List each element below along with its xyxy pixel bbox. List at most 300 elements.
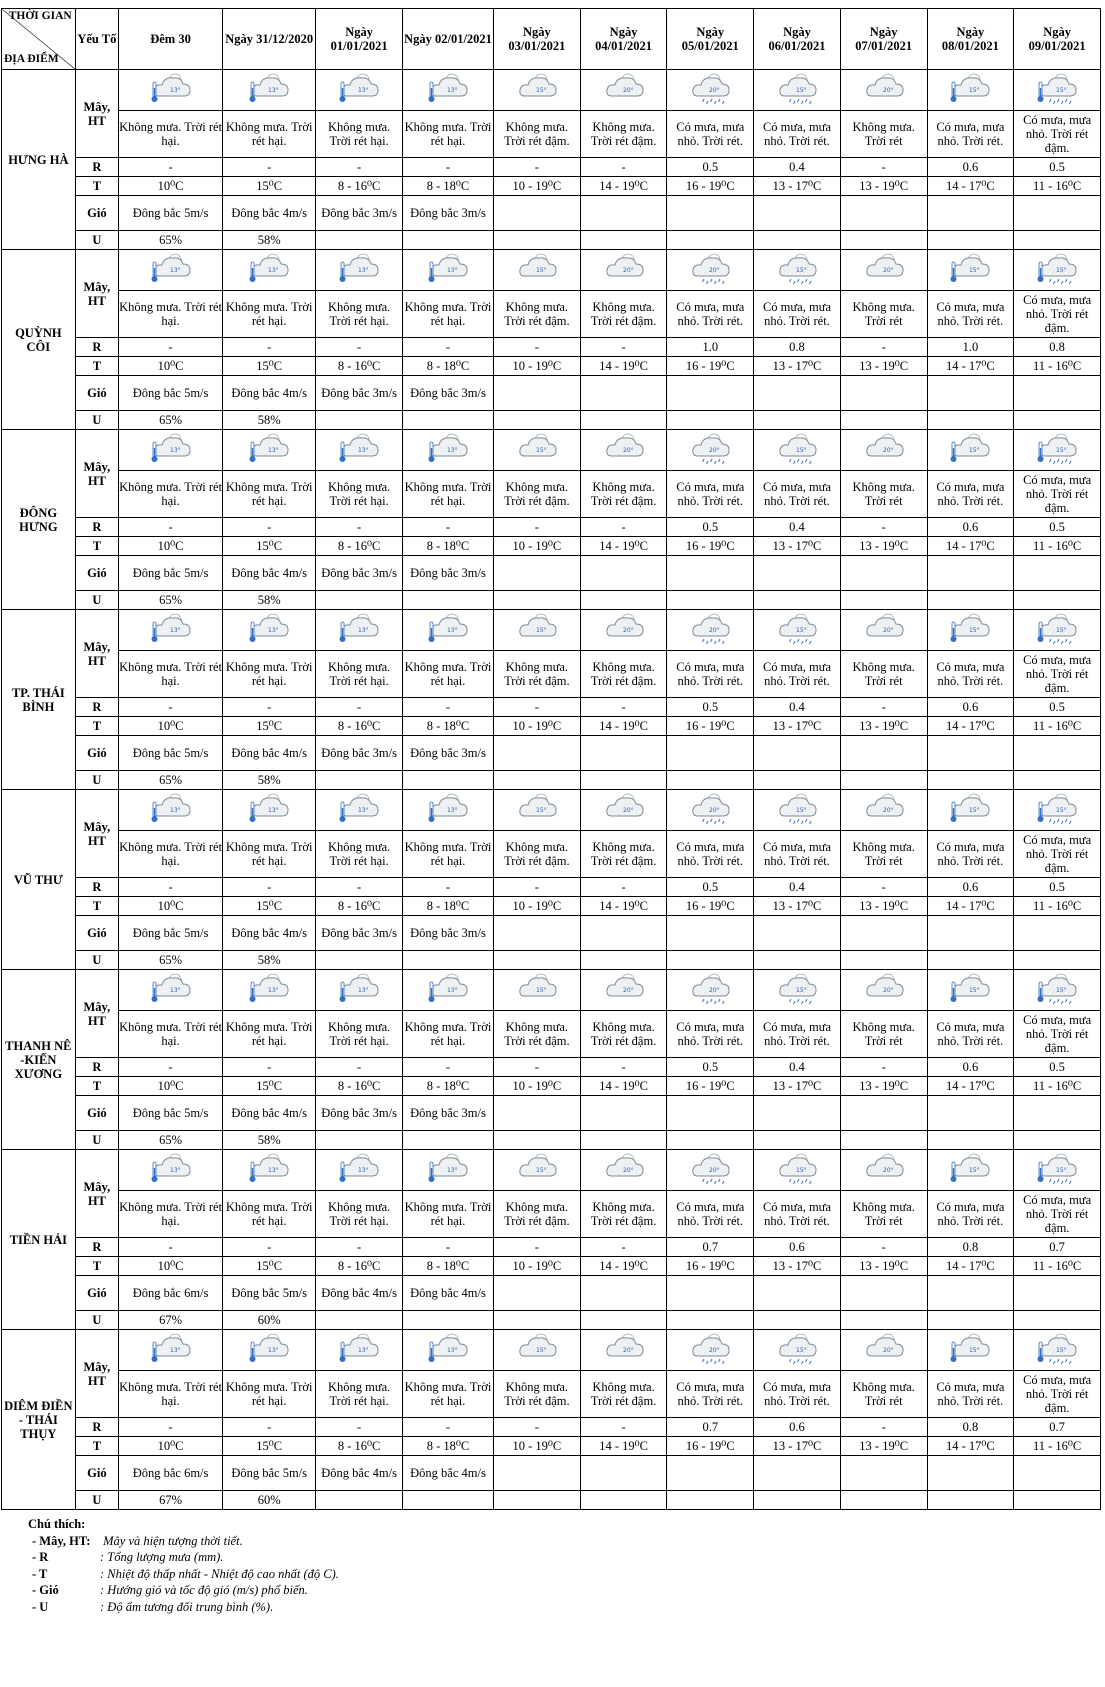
cold-rain-15-icon — [1035, 1152, 1079, 1189]
weather-description: Không mưa. Trời rét hại. — [402, 831, 493, 878]
rain-value: 0.4 — [754, 878, 841, 897]
humidity-value — [494, 231, 581, 250]
humidity-value — [1014, 1131, 1101, 1150]
weather-icon-cell — [927, 610, 1014, 651]
wind-value — [580, 1096, 667, 1131]
svg-text:13°: 13° — [447, 266, 458, 274]
wind-value — [927, 376, 1014, 411]
weather-description: Có mưa, mưa nhỏ. Trời rét. — [667, 291, 754, 338]
temperature-value: 10⁰C — [119, 897, 223, 916]
legend-key: - R — [32, 1550, 49, 1564]
table-row — [2, 196, 1101, 231]
weather-icon-cell — [316, 1330, 403, 1371]
wind-value — [667, 916, 754, 951]
humidity-value — [754, 1311, 841, 1330]
rain-value: 0.5 — [1014, 518, 1101, 537]
weather-icon-cell — [223, 610, 316, 651]
temperature-value: 14 - 19⁰C — [580, 537, 667, 556]
rain-value: - — [119, 878, 223, 897]
weather-icon-cell — [667, 70, 754, 111]
humidity-value — [1014, 591, 1101, 610]
wind-value: Đông bắc 3m/s — [402, 376, 493, 411]
temperature-value: 15⁰C — [223, 717, 316, 736]
table-row — [2, 951, 1101, 970]
temperature-value: 8 - 18⁰C — [402, 537, 493, 556]
svg-text:13°: 13° — [169, 1346, 181, 1354]
factor-label-wind: Gió — [75, 1096, 118, 1131]
rain-value: 0.6 — [754, 1238, 841, 1257]
temperature-value: 8 - 16⁰C — [316, 1437, 403, 1456]
weather-description: Không mưa. Trời rét đậm. — [494, 291, 581, 338]
svg-text:20°: 20° — [882, 806, 894, 814]
weather-description: Có mưa, mưa nhỏ. Trời rét. — [927, 1191, 1014, 1238]
svg-text:13°: 13° — [268, 1346, 279, 1354]
weather-icon-cell — [1014, 970, 1101, 1011]
table-row — [2, 878, 1101, 897]
svg-text:15°: 15° — [969, 626, 981, 634]
humidity-value — [840, 231, 927, 250]
rain-value: - — [402, 878, 493, 897]
wind-value: Đông bắc 4m/s — [223, 196, 316, 231]
weather-icon-cell — [316, 610, 403, 651]
humidity-value — [927, 1491, 1014, 1510]
table-row — [2, 1311, 1101, 1330]
humidity-value — [1014, 411, 1101, 430]
table-row — [2, 1276, 1101, 1311]
humidity-value — [754, 591, 841, 610]
weather-description: Có mưa, mưa nhỏ. Trời rét. — [927, 1371, 1014, 1418]
weather-description: Có mưa, mưa nhỏ. Trời rét. — [667, 111, 754, 158]
table-row — [2, 1330, 1101, 1371]
weather-description: Có mưa, mưa nhỏ. Trời rét. — [927, 1011, 1014, 1058]
rain-value: 0.5 — [1014, 698, 1101, 717]
wind-value — [667, 376, 754, 411]
rain-value: 0.5 — [1014, 1058, 1101, 1077]
temperature-value: 16 - 19⁰C — [667, 1077, 754, 1096]
legend-text: : Nhiệt độ thấp nhất - Nhiệt độ cao nhất (độ C). — [100, 1566, 339, 1581]
weather-icon-cell — [494, 790, 581, 831]
humidity-value — [402, 411, 493, 430]
rain-value: - — [580, 1058, 667, 1077]
table-row — [2, 970, 1101, 1011]
wind-value: Đông bắc 3m/s — [316, 736, 403, 771]
factor-label-sky: Mây, HT — [75, 1330, 118, 1418]
wind-value — [840, 376, 927, 411]
table-row — [2, 1491, 1101, 1510]
weather-description: Không mưa. Trời rét hại. — [316, 471, 403, 518]
humidity-value — [927, 951, 1014, 970]
humidity-value: 58% — [223, 771, 316, 790]
rain-value: - — [316, 158, 403, 177]
wind-value — [754, 196, 841, 231]
cold-cloud-15-icon — [948, 252, 992, 289]
weather-icon-cell — [119, 610, 223, 651]
humidity-value — [667, 1311, 754, 1330]
temperature-value: 14 - 17⁰C — [927, 717, 1014, 736]
wind-value — [1014, 556, 1101, 591]
temperature-value: 14 - 19⁰C — [580, 1077, 667, 1096]
humidity-value — [667, 1131, 754, 1150]
svg-text:13°: 13° — [268, 1166, 279, 1174]
temperature-value: 16 - 19⁰C — [667, 1437, 754, 1456]
svg-text:15°: 15° — [1056, 86, 1067, 94]
wind-value — [667, 196, 754, 231]
humidity-value — [402, 1131, 493, 1150]
wind-value — [667, 1096, 754, 1131]
weather-description: Có mưa, mưa nhỏ. Trời rét. — [667, 651, 754, 698]
cold-cloud-13-icon — [149, 972, 193, 1009]
svg-text:15°: 15° — [795, 986, 807, 994]
rain-value: - — [223, 1238, 316, 1257]
table-row — [2, 916, 1101, 951]
cloud-15-icon — [515, 612, 559, 649]
svg-text:13°: 13° — [169, 1166, 181, 1174]
humidity-value: 58% — [223, 951, 316, 970]
wind-value — [840, 1096, 927, 1131]
weather-description: Có mưa, mưa nhỏ. Trời rét. — [754, 471, 841, 518]
weather-icon-cell — [667, 430, 754, 471]
rain-value: - — [119, 1238, 223, 1257]
rain-value: - — [494, 1418, 581, 1437]
temperature-value: 13 - 17⁰C — [754, 1437, 841, 1456]
table-row — [2, 610, 1101, 651]
cloud-20-icon — [862, 432, 906, 469]
temperature-value: 14 - 19⁰C — [580, 897, 667, 916]
weather-description: Có mưa, mưa nhỏ. Trời rét. — [754, 1191, 841, 1238]
humidity-value — [927, 591, 1014, 610]
weather-description: Không mưa. Trời rét hại. — [119, 1371, 223, 1418]
cold-cloud-13-icon — [337, 432, 381, 469]
svg-text:15°: 15° — [969, 1346, 981, 1354]
cloud-20-icon — [602, 792, 646, 829]
factor-label-wind: Gió — [75, 376, 118, 411]
humidity-value — [1014, 1311, 1101, 1330]
humidity-value — [927, 411, 1014, 430]
svg-text:15°: 15° — [1056, 986, 1067, 994]
wind-value — [840, 1456, 927, 1491]
rain-value: - — [840, 878, 927, 897]
rain-value: - — [494, 698, 581, 717]
table-row — [2, 376, 1101, 411]
temperature-value: 11 - 16⁰C — [1014, 717, 1101, 736]
svg-text:15°: 15° — [535, 986, 547, 994]
cold-cloud-13-icon — [247, 432, 291, 469]
humidity-value — [667, 411, 754, 430]
svg-text:15°: 15° — [795, 446, 807, 454]
table-row — [2, 1191, 1101, 1238]
weather-icon-cell — [316, 70, 403, 111]
weather-description: Không mưa. Trời rét đậm. — [494, 1371, 581, 1418]
humidity-value — [840, 1311, 927, 1330]
humidity-value — [754, 951, 841, 970]
legend-item — [28, 1549, 1105, 1566]
column-header: Đêm 30 — [119, 9, 223, 70]
wind-value: Đông bắc 4m/s — [223, 376, 316, 411]
temperature-value: 11 - 16⁰C — [1014, 1077, 1101, 1096]
temperature-value: 8 - 18⁰C — [402, 1077, 493, 1096]
humidity-value — [754, 231, 841, 250]
svg-text:15°: 15° — [1056, 266, 1067, 274]
temperature-value: 13 - 19⁰C — [840, 1437, 927, 1456]
svg-text:15°: 15° — [535, 1346, 547, 1354]
rain-value: 0.6 — [927, 1058, 1014, 1077]
factor-label-sky: Mây, HT — [75, 250, 118, 338]
wind-value: Đông bắc 6m/s — [119, 1276, 223, 1311]
weather-icon-cell — [580, 970, 667, 1011]
cloud-15-icon — [515, 432, 559, 469]
wind-value: Đông bắc 3m/s — [402, 916, 493, 951]
svg-text:13°: 13° — [169, 626, 181, 634]
temperature-value: 15⁰C — [223, 897, 316, 916]
weather-description: Không mưa. Trời rét hại. — [402, 1011, 493, 1058]
rain-value: - — [580, 698, 667, 717]
svg-text:15°: 15° — [795, 1166, 807, 1174]
cloud-20-icon — [602, 432, 646, 469]
weather-icon-cell — [494, 250, 581, 291]
weather-icon-cell — [402, 970, 493, 1011]
weather-icon-cell — [927, 430, 1014, 471]
temperature-value: 15⁰C — [223, 357, 316, 376]
cold-cloud-15-icon — [948, 1152, 992, 1189]
wind-value: Đông bắc 4m/s — [223, 1096, 316, 1131]
weather-icon-cell — [223, 70, 316, 111]
humidity-value — [402, 231, 493, 250]
temperature-value: 13 - 19⁰C — [840, 537, 927, 556]
svg-text:20°: 20° — [709, 986, 720, 994]
weather-icon-cell — [1014, 1330, 1101, 1371]
rain-value: 0.5 — [667, 518, 754, 537]
rain-value: - — [316, 698, 403, 717]
svg-text:13°: 13° — [447, 86, 458, 94]
svg-text:13°: 13° — [169, 266, 181, 274]
svg-text:20°: 20° — [882, 986, 894, 994]
table-row — [2, 1011, 1101, 1058]
factor-label-sky: Mây, HT — [75, 1150, 118, 1238]
wind-value: Đông bắc 4m/s — [223, 736, 316, 771]
humidity-value — [1014, 1491, 1101, 1510]
factor-label-rain: R — [75, 1418, 118, 1437]
humidity-value: 65% — [119, 1131, 223, 1150]
rain-value: - — [316, 1418, 403, 1437]
wind-value — [580, 1456, 667, 1491]
weather-description: Không mưa. Trời rét đậm. — [580, 831, 667, 878]
table-row — [2, 717, 1101, 736]
weather-icon-cell — [1014, 1150, 1101, 1191]
cold-cloud-13-icon — [247, 972, 291, 1009]
weather-icon-cell — [927, 1150, 1014, 1191]
rain-value: - — [316, 1058, 403, 1077]
table-row — [2, 1371, 1101, 1418]
humidity-value — [667, 591, 754, 610]
factor-label-wind: Gió — [75, 196, 118, 231]
legend-key: - T — [32, 1566, 48, 1581]
humidity-value — [402, 1491, 493, 1510]
weather-icon-cell — [402, 1330, 493, 1371]
weather-icon-cell — [754, 790, 841, 831]
weather-description: Có mưa, mưa nhỏ. Trời rét. — [667, 1011, 754, 1058]
weather-description: Không mưa. Trời rét hại. — [316, 831, 403, 878]
rain-cloud-15-icon — [775, 252, 819, 289]
humidity-value — [840, 591, 927, 610]
weather-icon-cell — [667, 970, 754, 1011]
factor-label-wind: Gió — [75, 736, 118, 771]
svg-text:15°: 15° — [535, 86, 547, 94]
humidity-value: 60% — [223, 1491, 316, 1510]
humidity-value — [494, 1491, 581, 1510]
temperature-value: 15⁰C — [223, 537, 316, 556]
rain-value: 0.8 — [927, 1238, 1014, 1257]
weather-icon-cell — [840, 430, 927, 471]
weather-description: Không mưa. Trời rét đậm. — [494, 831, 581, 878]
table-row — [2, 651, 1101, 698]
weather-description: Không mưa. Trời rét hại. — [223, 1011, 316, 1058]
column-header: Ngày 01/01/2021 — [316, 9, 403, 70]
wind-value — [580, 556, 667, 591]
temperature-value: 14 - 19⁰C — [580, 177, 667, 196]
weather-description: Không mưa. Trời rét đậm. — [580, 471, 667, 518]
humidity-value — [840, 771, 927, 790]
cold-cloud-13-icon — [426, 792, 470, 829]
svg-text:13°: 13° — [169, 806, 181, 814]
rain-value: 0.5 — [667, 698, 754, 717]
svg-text:13°: 13° — [268, 986, 279, 994]
svg-text:13°: 13° — [268, 446, 279, 454]
temperature-value: 10⁰C — [119, 1437, 223, 1456]
weather-description: Có mưa, mưa nhỏ. Trời rét đậm. — [1014, 1011, 1101, 1058]
cold-rain-15-icon — [1035, 612, 1079, 649]
rain-value: 0.5 — [1014, 878, 1101, 897]
temperature-value: 8 - 16⁰C — [316, 1077, 403, 1096]
table-row — [2, 231, 1101, 250]
wind-value — [927, 916, 1014, 951]
humidity-value — [316, 1491, 403, 1510]
legend-text: : Hướng gió và tốc độ gió (m/s) phổ biến. — [100, 1583, 308, 1597]
humidity-value — [580, 1311, 667, 1330]
rain-value: - — [580, 1418, 667, 1437]
weather-description: Không mưa. Trời rét hại. — [316, 291, 403, 338]
svg-text:13°: 13° — [358, 446, 369, 454]
humidity-value — [840, 951, 927, 970]
svg-text:20°: 20° — [622, 86, 634, 94]
temperature-value: 11 - 16⁰C — [1014, 537, 1101, 556]
weather-icon-cell — [223, 250, 316, 291]
temperature-value: 13 - 19⁰C — [840, 357, 927, 376]
cold-cloud-13-icon — [149, 1332, 193, 1369]
temperature-value: 8 - 16⁰C — [316, 1257, 403, 1276]
wind-value — [1014, 1096, 1101, 1131]
rain-value: 0.4 — [754, 158, 841, 177]
temperature-value: 14 - 19⁰C — [580, 357, 667, 376]
weather-icon-cell — [119, 1330, 223, 1371]
humidity-value — [754, 411, 841, 430]
cold-cloud-15-icon — [948, 612, 992, 649]
weather-icon-cell — [667, 1150, 754, 1191]
humidity-value — [580, 411, 667, 430]
temperature-value: 13 - 17⁰C — [754, 1077, 841, 1096]
humidity-value — [402, 771, 493, 790]
cold-cloud-13-icon — [337, 972, 381, 1009]
weather-icon-cell — [494, 1330, 581, 1371]
weather-description: Không mưa. Trời rét đậm. — [580, 651, 667, 698]
factor-label-wind: Gió — [75, 1456, 118, 1491]
weather-description: Có mưa, mưa nhỏ. Trời rét. — [754, 651, 841, 698]
temperature-value: 10 - 19⁰C — [494, 1257, 581, 1276]
temperature-value: 16 - 19⁰C — [667, 1257, 754, 1276]
svg-text:15°: 15° — [1056, 806, 1067, 814]
svg-text:13°: 13° — [268, 806, 279, 814]
wind-value — [754, 916, 841, 951]
cold-cloud-13-icon — [426, 1152, 470, 1189]
rain-value: - — [580, 1238, 667, 1257]
wind-value: Đông bắc 5m/s — [119, 736, 223, 771]
svg-text:15°: 15° — [969, 806, 981, 814]
humidity-value: 67% — [119, 1491, 223, 1510]
temperature-value: 10⁰C — [119, 537, 223, 556]
weather-description: Không mưa. Trời rét hại. — [223, 1191, 316, 1238]
svg-text:15°: 15° — [969, 986, 981, 994]
weather-icon-cell — [1014, 250, 1101, 291]
wind-value — [927, 736, 1014, 771]
rain-value: - — [580, 518, 667, 537]
table-row — [2, 1096, 1101, 1131]
weather-description: Không mưa. Trời rét hại. — [223, 471, 316, 518]
temperature-value: 13 - 19⁰C — [840, 897, 927, 916]
cloud-15-icon — [515, 252, 559, 289]
rain-value: 0.5 — [1014, 158, 1101, 177]
temperature-value: 11 - 16⁰C — [1014, 1257, 1101, 1276]
svg-text:15°: 15° — [1056, 1166, 1067, 1174]
table-row — [2, 897, 1101, 916]
weather-icon-cell — [119, 1150, 223, 1191]
cloud-20-icon — [602, 612, 646, 649]
rain-value: - — [119, 338, 223, 357]
weather-description: Không mưa. Trời rét hại. — [119, 111, 223, 158]
weather-description: Không mưa. Trời rét hại. — [223, 1371, 316, 1418]
wind-value — [927, 1456, 1014, 1491]
weather-description: Không mưa. Trời rét đậm. — [580, 1371, 667, 1418]
cold-rain-15-icon — [1035, 792, 1079, 829]
svg-text:15°: 15° — [535, 266, 547, 274]
rain-value: - — [119, 1418, 223, 1437]
cold-cloud-13-icon — [426, 1332, 470, 1369]
cloud-15-icon — [515, 72, 559, 109]
weather-icon-cell — [494, 430, 581, 471]
rain-value: - — [119, 1058, 223, 1077]
rain-cloud-15-icon — [775, 72, 819, 109]
temperature-value: 16 - 19⁰C — [667, 537, 754, 556]
rain-cloud-15-icon — [775, 792, 819, 829]
weather-icon-cell — [580, 1150, 667, 1191]
cold-cloud-13-icon — [426, 72, 470, 109]
weather-icon-cell — [927, 250, 1014, 291]
wind-value: Đông bắc 4m/s — [223, 556, 316, 591]
rain-value: 0.6 — [927, 158, 1014, 177]
wind-value — [667, 736, 754, 771]
rain-value: 0.6 — [927, 698, 1014, 717]
svg-text:20°: 20° — [709, 1166, 720, 1174]
weather-icon-cell — [1014, 790, 1101, 831]
weather-description: Không mưa. Trời rét hại. — [119, 1011, 223, 1058]
table-row — [2, 158, 1101, 177]
table-row — [2, 518, 1101, 537]
factor-label-sky: Mây, HT — [75, 790, 118, 878]
table-row — [2, 70, 1101, 111]
wind-value — [754, 376, 841, 411]
cold-cloud-13-icon — [426, 972, 470, 1009]
weather-description: Không mưa. Trời rét hại. — [316, 111, 403, 158]
weather-icon-cell — [754, 70, 841, 111]
humidity-value — [927, 1131, 1014, 1150]
